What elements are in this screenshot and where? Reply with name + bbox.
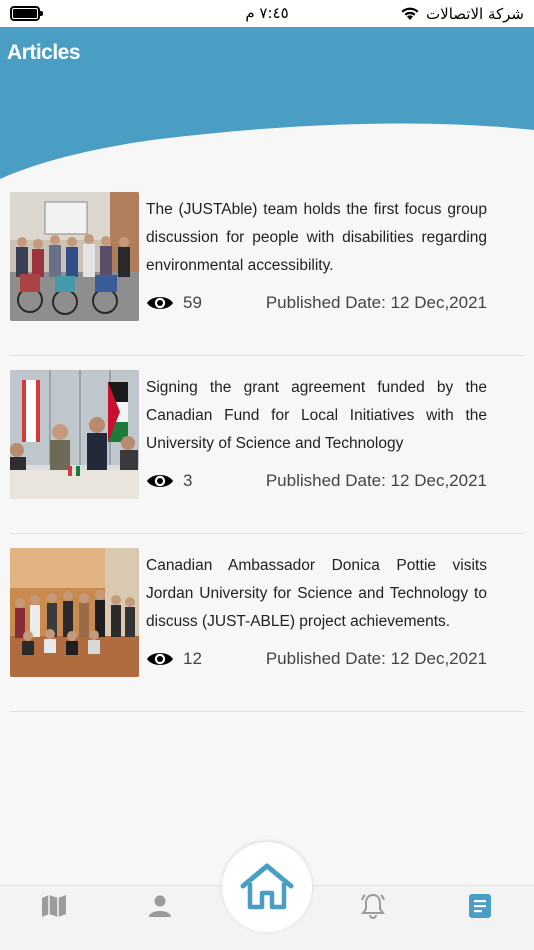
published-date: Published Date: 12 Dec,2021 bbox=[265, 293, 487, 312]
header-wave bbox=[0, 27, 534, 187]
views-number: 3 bbox=[183, 471, 193, 490]
status-right bbox=[400, 5, 524, 23]
article-meta bbox=[146, 471, 487, 491]
article-thumbnail[interactable] bbox=[10, 548, 139, 677]
nav-articles[interactable] bbox=[455, 886, 505, 926]
eye-icon bbox=[146, 472, 174, 490]
carrier-label: شركة الاتصالات bbox=[426, 4, 524, 23]
battery-icon bbox=[10, 6, 40, 21]
article-title[interactable]: The (JUSTAble) team holds the first focus group discussion for people with disabilities regarding environmental accessibility. bbox=[146, 201, 487, 274]
article-item[interactable] bbox=[10, 534, 524, 712]
article-thumbnail[interactable] bbox=[10, 370, 139, 499]
nav-notifications[interactable] bbox=[348, 886, 398, 926]
home-icon[interactable] bbox=[239, 862, 295, 912]
map-icon[interactable] bbox=[41, 894, 67, 918]
views-number: 12 bbox=[183, 649, 202, 668]
home-button[interactable] bbox=[222, 842, 312, 932]
nav-profile[interactable] bbox=[135, 886, 185, 926]
views-count bbox=[146, 471, 192, 491]
article-item[interactable] bbox=[10, 178, 524, 356]
wifi-icon bbox=[400, 6, 420, 21]
eye-icon bbox=[146, 650, 174, 668]
article-body bbox=[139, 548, 524, 711]
views-count bbox=[146, 649, 202, 669]
views-count bbox=[146, 293, 202, 313]
status-time: ٧:٤٥ م bbox=[245, 4, 289, 22]
published-date: Published Date: 12 Dec,2021 bbox=[265, 649, 487, 668]
profile-icon[interactable] bbox=[148, 894, 172, 918]
page-header bbox=[0, 27, 534, 187]
articles-icon[interactable] bbox=[468, 893, 492, 919]
articles-list bbox=[10, 178, 524, 712]
article-meta bbox=[146, 293, 487, 313]
article-item[interactable] bbox=[10, 356, 524, 534]
article-title[interactable]: Signing the grant agreement funded by the Canadian Fund for Local Initiatives with the University of Science and Technology bbox=[146, 379, 487, 452]
page-title: Articles bbox=[7, 41, 81, 64]
eye-icon bbox=[146, 294, 174, 312]
published-date: Published Date: 12 Dec,2021 bbox=[265, 471, 487, 490]
status-bar bbox=[0, 0, 534, 27]
article-thumbnail[interactable] bbox=[10, 192, 139, 321]
article-meta bbox=[146, 649, 487, 669]
notifications-icon[interactable] bbox=[359, 892, 387, 920]
article-body bbox=[139, 192, 524, 355]
nav-map[interactable] bbox=[29, 886, 79, 926]
article-title[interactable]: Canadian Ambassador Donica Pottie visits Jordan University for Science and Technology to discuss (JUST-ABLE) project achievements. bbox=[146, 557, 487, 630]
article-body bbox=[139, 370, 524, 533]
views-number: 59 bbox=[183, 293, 202, 312]
